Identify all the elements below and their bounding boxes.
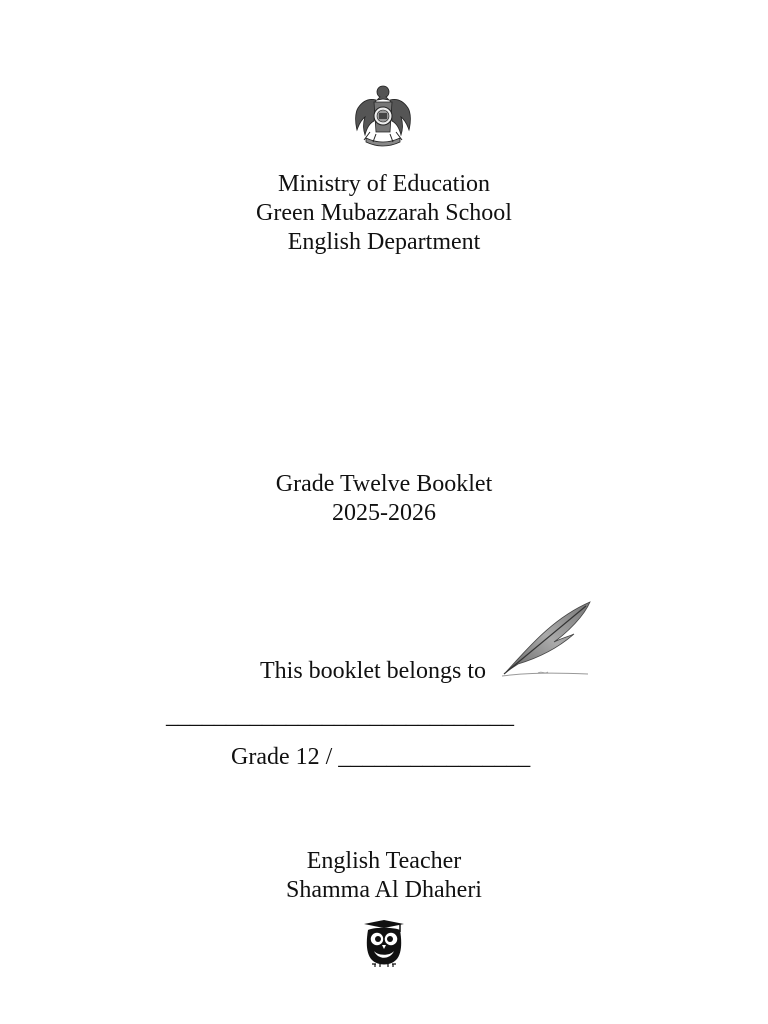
ministry-name: Ministry of Education [278, 171, 490, 197]
teacher-role: English Teacher [306, 848, 462, 874]
teacher-name: Shamma Al Dhaheri [286, 877, 482, 903]
grade-section-line: Grade 12 / ________________ [231, 744, 531, 770]
school-name: Green Mubazzarah School [256, 200, 512, 226]
uae-emblem-icon [352, 82, 414, 150]
graduate-owl-icon [358, 918, 410, 970]
student-name-line: _____________________________ [166, 703, 514, 729]
belongs-to-label: This booklet belongs to [260, 658, 486, 684]
academic-year: 2025-2026 [332, 500, 436, 526]
quill-feather-icon [498, 598, 598, 680]
booklet-title: Grade Twelve Booklet [275, 471, 493, 497]
department-name: English Department [287, 229, 481, 255]
